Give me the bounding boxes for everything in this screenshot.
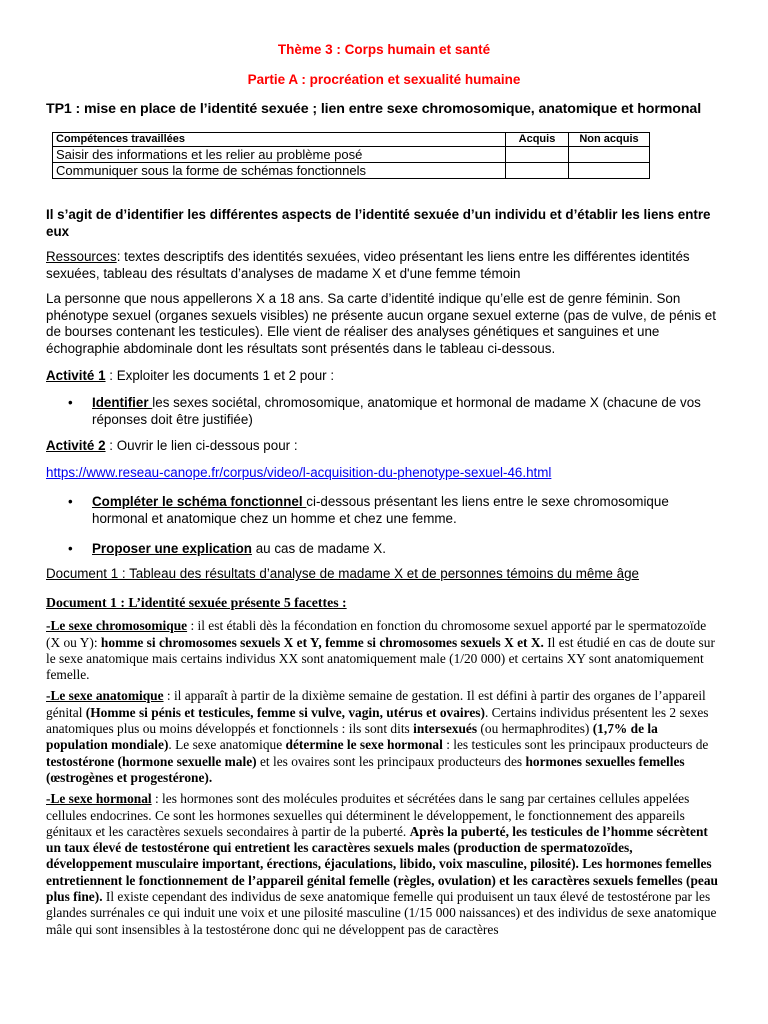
part-title: Partie A : procréation et sexualité humaine bbox=[247, 72, 521, 87]
activity2-text: : Ouvrir le lien ci-dessous pour : bbox=[105, 438, 298, 453]
activity1-label: Activité 1 bbox=[46, 368, 106, 383]
paragraph-label: -Le sexe anatomique bbox=[46, 688, 164, 704]
paragraph-bold-text: hormones sexuelles femelles (œstrogènes et progestérone). bbox=[46, 753, 685, 785]
paragraph-bold-text: intersexués bbox=[413, 721, 478, 737]
paragraph-text: et les ovaires sont les principaux producteurs des bbox=[256, 753, 526, 769]
list-item bbox=[46, 541, 726, 558]
sexe-anatomique-paragraph bbox=[46, 688, 722, 786]
acquis-cell bbox=[506, 147, 569, 163]
table-cell: Communiquer sous la forme de schémas fonctionnels bbox=[53, 163, 506, 179]
activity2-paragraph bbox=[46, 438, 726, 455]
paragraph-text: : il apparaît à partir de la dixième semaine de gestation. Il est défini à partir des organes de l’appareil génital bbox=[46, 688, 706, 720]
resources-text: : textes descriptifs des identités sexuées, video présentant les liens entre les différentes identités sexuées, tableau des résultats d’analyses de madame X et d'une femme témoin bbox=[46, 249, 690, 281]
bullet-text: les sexes sociétal, chromosomique, anatomique et hormonal de madame X (chacune de vos réponses doit être justifiée) bbox=[92, 395, 701, 427]
activity2-list bbox=[46, 494, 726, 558]
paragraph-bold-text: détermine le sexe hormonal bbox=[285, 737, 443, 753]
bullet-keyword: Identifier bbox=[92, 395, 153, 410]
resources-label: Ressources bbox=[46, 249, 117, 264]
non-acquis-cell bbox=[569, 147, 650, 163]
doc1-title: Document 1 : L’identité sexuée présente 5 facettes : bbox=[46, 595, 347, 610]
paragraph-bold-text: testostérone (hormone sexuelle male) bbox=[46, 753, 257, 769]
paragraph-text: Il existe cependant des individus de sexe anatomique femelle qui produisent un taux élevé de testostérone par les glandes surrénales ce qui induit une voix et une pilosité masculine (1/15 000 naissances) et des individus de sexe anatomique mâle qui sont insensibles à la testostérone donc qui ne développent pas de caractères bbox=[46, 889, 717, 937]
bullet-text: ci-dessous présentant les liens entre le sexe chromosomique hormonal et anatomique chez un homme et chez une femme. bbox=[92, 494, 669, 526]
table-header-row bbox=[53, 133, 650, 147]
tp-title: TP1 : mise en place de l’identité sexuée ; lien entre sexe chromosomique, anatomique et hormonal bbox=[46, 101, 702, 117]
table-header-cell: Compétences travaillées bbox=[53, 133, 506, 147]
sexe-hormonal-paragraph bbox=[46, 791, 722, 938]
acquis-cell bbox=[506, 163, 569, 179]
bullet-text: au cas de madame X. bbox=[251, 541, 386, 556]
paragraph-text: : il est établi dès la fécondation en fonction du chromosome sexuel apporté par le spermatozoïde (X ou Y): bbox=[46, 618, 707, 650]
paragraph-text: . Le sexe anatomique bbox=[168, 737, 286, 753]
paragraph-bold-text: (1,7% de la population mondiale) bbox=[46, 721, 658, 753]
paragraph-label: -Le sexe hormonal bbox=[46, 791, 152, 807]
activity1-paragraph bbox=[46, 368, 726, 385]
bullet-keyword: Compléter le schéma fonctionnel bbox=[92, 494, 307, 509]
case-paragraph: La personne que nous appellerons X a 18 ans. Sa carte d’identité indique qu’elle est de genre féminin. Son phénotype sexuel (organes sexuels visibles) ne présente aucun organe sexuel externe (pas de vulve, de pénis et de bourses contenant les testicules). Elle vient de réaliser des analyses génétiques et sanguines et une échographie abdominale dont les résultats sont présentés dans le tableau ci-dessous. bbox=[46, 291, 716, 356]
theme-title: Thème 3 : Corps humain et santé bbox=[277, 42, 491, 57]
objective-text: Il s’agit de d’identifier les différentes aspects de l’identité sexuée d’un individu et d’établir les liens entre eux bbox=[46, 207, 711, 239]
competences-table bbox=[52, 132, 650, 179]
sexe-chromosomique-paragraph bbox=[46, 618, 722, 683]
document1-section bbox=[46, 595, 722, 943]
paragraph-text: : les hormones sont des molécules produites et sécrétées dans le sang par certaines cellules appelées cellules endocrines. Ce sont les hormones sexuelles qui déterminent le développement, le fonctionnement des appareils génitaux et les caractères sexuels secondaires à partir de la puberté. bbox=[46, 791, 690, 839]
doc1-caption: Document 1 : Tableau des résultats d’analyse de madame X et de personnes témoins du même âge bbox=[46, 566, 640, 581]
activity1-list bbox=[46, 395, 726, 428]
table-row bbox=[53, 163, 650, 179]
paragraph-text: (ou hermaphrodites) bbox=[477, 721, 593, 737]
resources-paragraph bbox=[46, 249, 726, 282]
paragraph-label: -Le sexe chromosomique bbox=[46, 618, 188, 634]
non-acquis-cell bbox=[569, 163, 650, 179]
paragraph-bold-text: (Homme si pénis et testicules, femme si vulve, vagin, utérus et ovaires) bbox=[85, 704, 485, 720]
list-item bbox=[46, 395, 726, 428]
paragraph-text: Il est étudié en cas de doute sur le sexe anatomique mais certains individus XX sont anatomiquement male (1/20 000) et certains XY sont anatomiquement femelle. bbox=[46, 634, 715, 683]
activity1-text: : Exploiter les documents 1 et 2 pour : bbox=[105, 368, 335, 383]
activity2-label: Activité 2 bbox=[46, 438, 106, 453]
paragraph-bold-text: homme si chromosomes sexuels X et Y, femme si chromosomes sexuels X et X. bbox=[100, 634, 544, 650]
video-link-paragraph bbox=[46, 465, 726, 482]
table-header-cell: Acquis bbox=[506, 133, 569, 147]
table-cell: Saisir des informations et les relier au problème posé bbox=[53, 147, 506, 163]
table-row bbox=[53, 147, 650, 163]
video-link[interactable]: https://www.reseau-canope.fr/corpus/video/l-acquisition-du-phenotype-sexuel-46.html bbox=[46, 465, 552, 480]
paragraph-text: : les testicules sont les principaux producteurs de bbox=[442, 737, 709, 753]
table-header-cell: Non acquis bbox=[569, 133, 650, 147]
paragraph-text: . Certains individus présentent les 2 sexes anatomiques plus ou moins développés et fonctionnels : ils sont dits bbox=[46, 704, 709, 737]
paragraph-bold-text: Après la puberté, les testicules de l’homme sécrètent un taux élevé de testostérone qui entretient les caractères sexuels males (production de spermatozoïdes, développement musculaire important, érections, éjaculations, libido, voix masculine, pilosité). Les hormones femelles entretiennent le fonctionnement de l’appareil génital femelle (règles, ovulation) et les caractères sexuels femelles (peau plus fine). bbox=[46, 823, 718, 905]
bullet-keyword: Proposer une explication bbox=[92, 541, 252, 556]
list-item bbox=[46, 494, 726, 527]
